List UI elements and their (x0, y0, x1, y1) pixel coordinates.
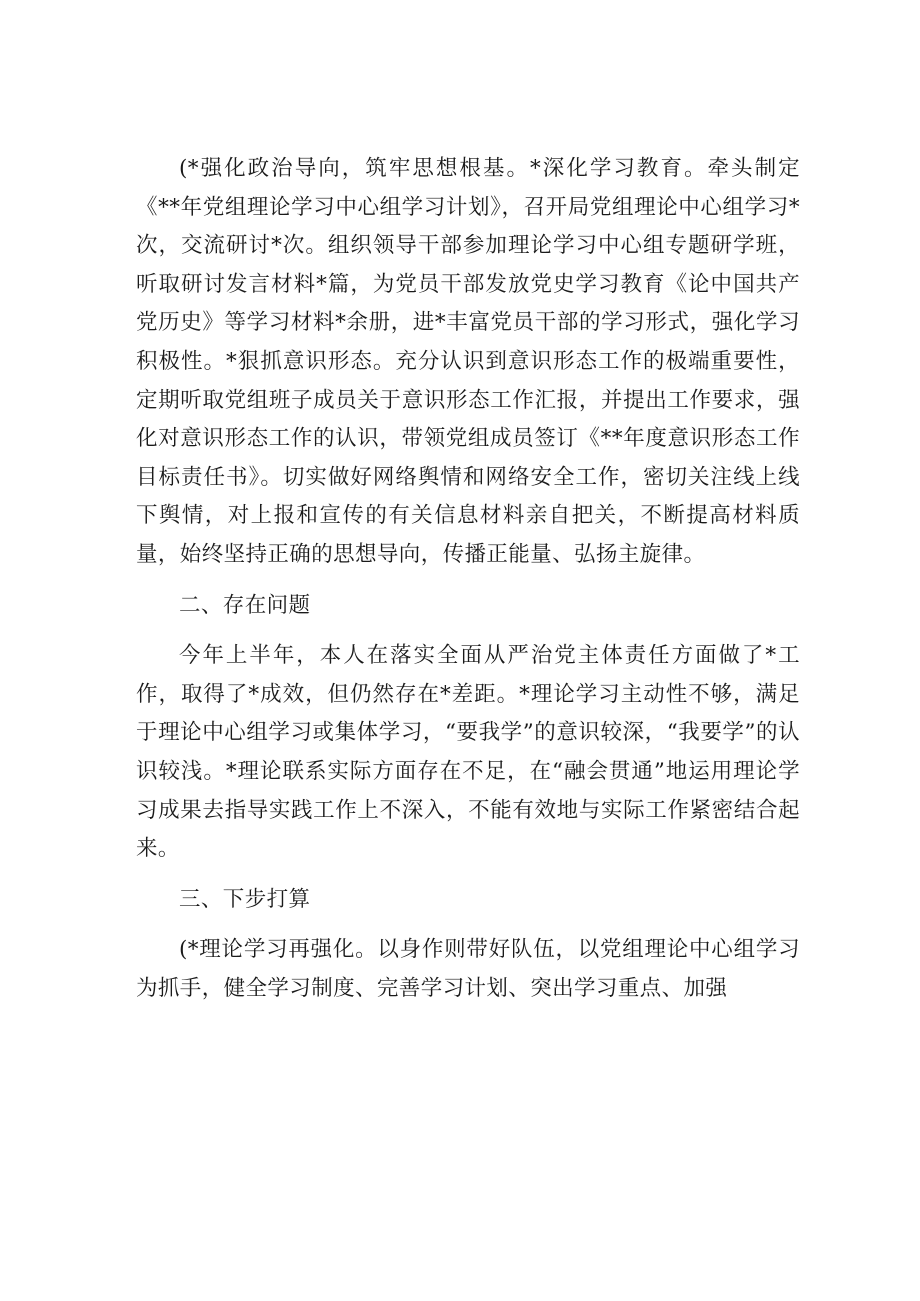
body-paragraph-next-steps: (*理论学习再强化。以身作则带好队伍，以党组理论中心组学习为抓手，健全学习制度、完善学习计划、突出学习重点、加强 (136, 937, 800, 1001)
body-paragraph-political-orientation: (*强化政治导向，筑牢思想根基。*深化学习教育。牵头制定《**年党组理论学习中心组学习计划》，召开局党组理论中心组学习*次，交流研讨*次。组织领导干部参加理论学习中心组专题研学班，听取研讨发言材料*篇，为党员干部发放党史学习教育《论中国共产党历史》等学习材料*余册，进*丰富党员干部的学习形式，强化学习积极性。*狠抓意识形态。充分认识到意识形态工作的极端重要性，定期听取党组班子成员关于意识形态工作汇报，并提出工作要求，强化对意识形态工作的认识，带领党组成员签订《**年度意识形态工作目标责任书》。切实做好网络舆情和网络安全工作，密切关注线上线下舆情，对上报和宣传的有关信息材料亲自把关，不断提高材料质量，始终坚持正确的思想导向，传播正能量、弘扬主旋律。 (136, 156, 800, 567)
section-heading-existing-problems: 二、存在问题 (179, 592, 311, 618)
body-paragraph-problems: 今年上半年，本人在落实全面从严治党主体责任方面做了*工作，取得了*成效，但仍然存在*差距。*理论学习主动性不够，满足于理论中心组学习或集体学习，“要我学”的意识较深，“我要学”的认识较浅。*理论联系实际方面存在不足，在“融会贯通”地运用理论学习成果去指导实践工作上不深入，不能有效地与实际工作紧密结合起来。 (136, 643, 800, 862)
document-page (136, 150, 800, 1008)
section-heading-next-steps: 三、下步打算 (179, 886, 311, 912)
